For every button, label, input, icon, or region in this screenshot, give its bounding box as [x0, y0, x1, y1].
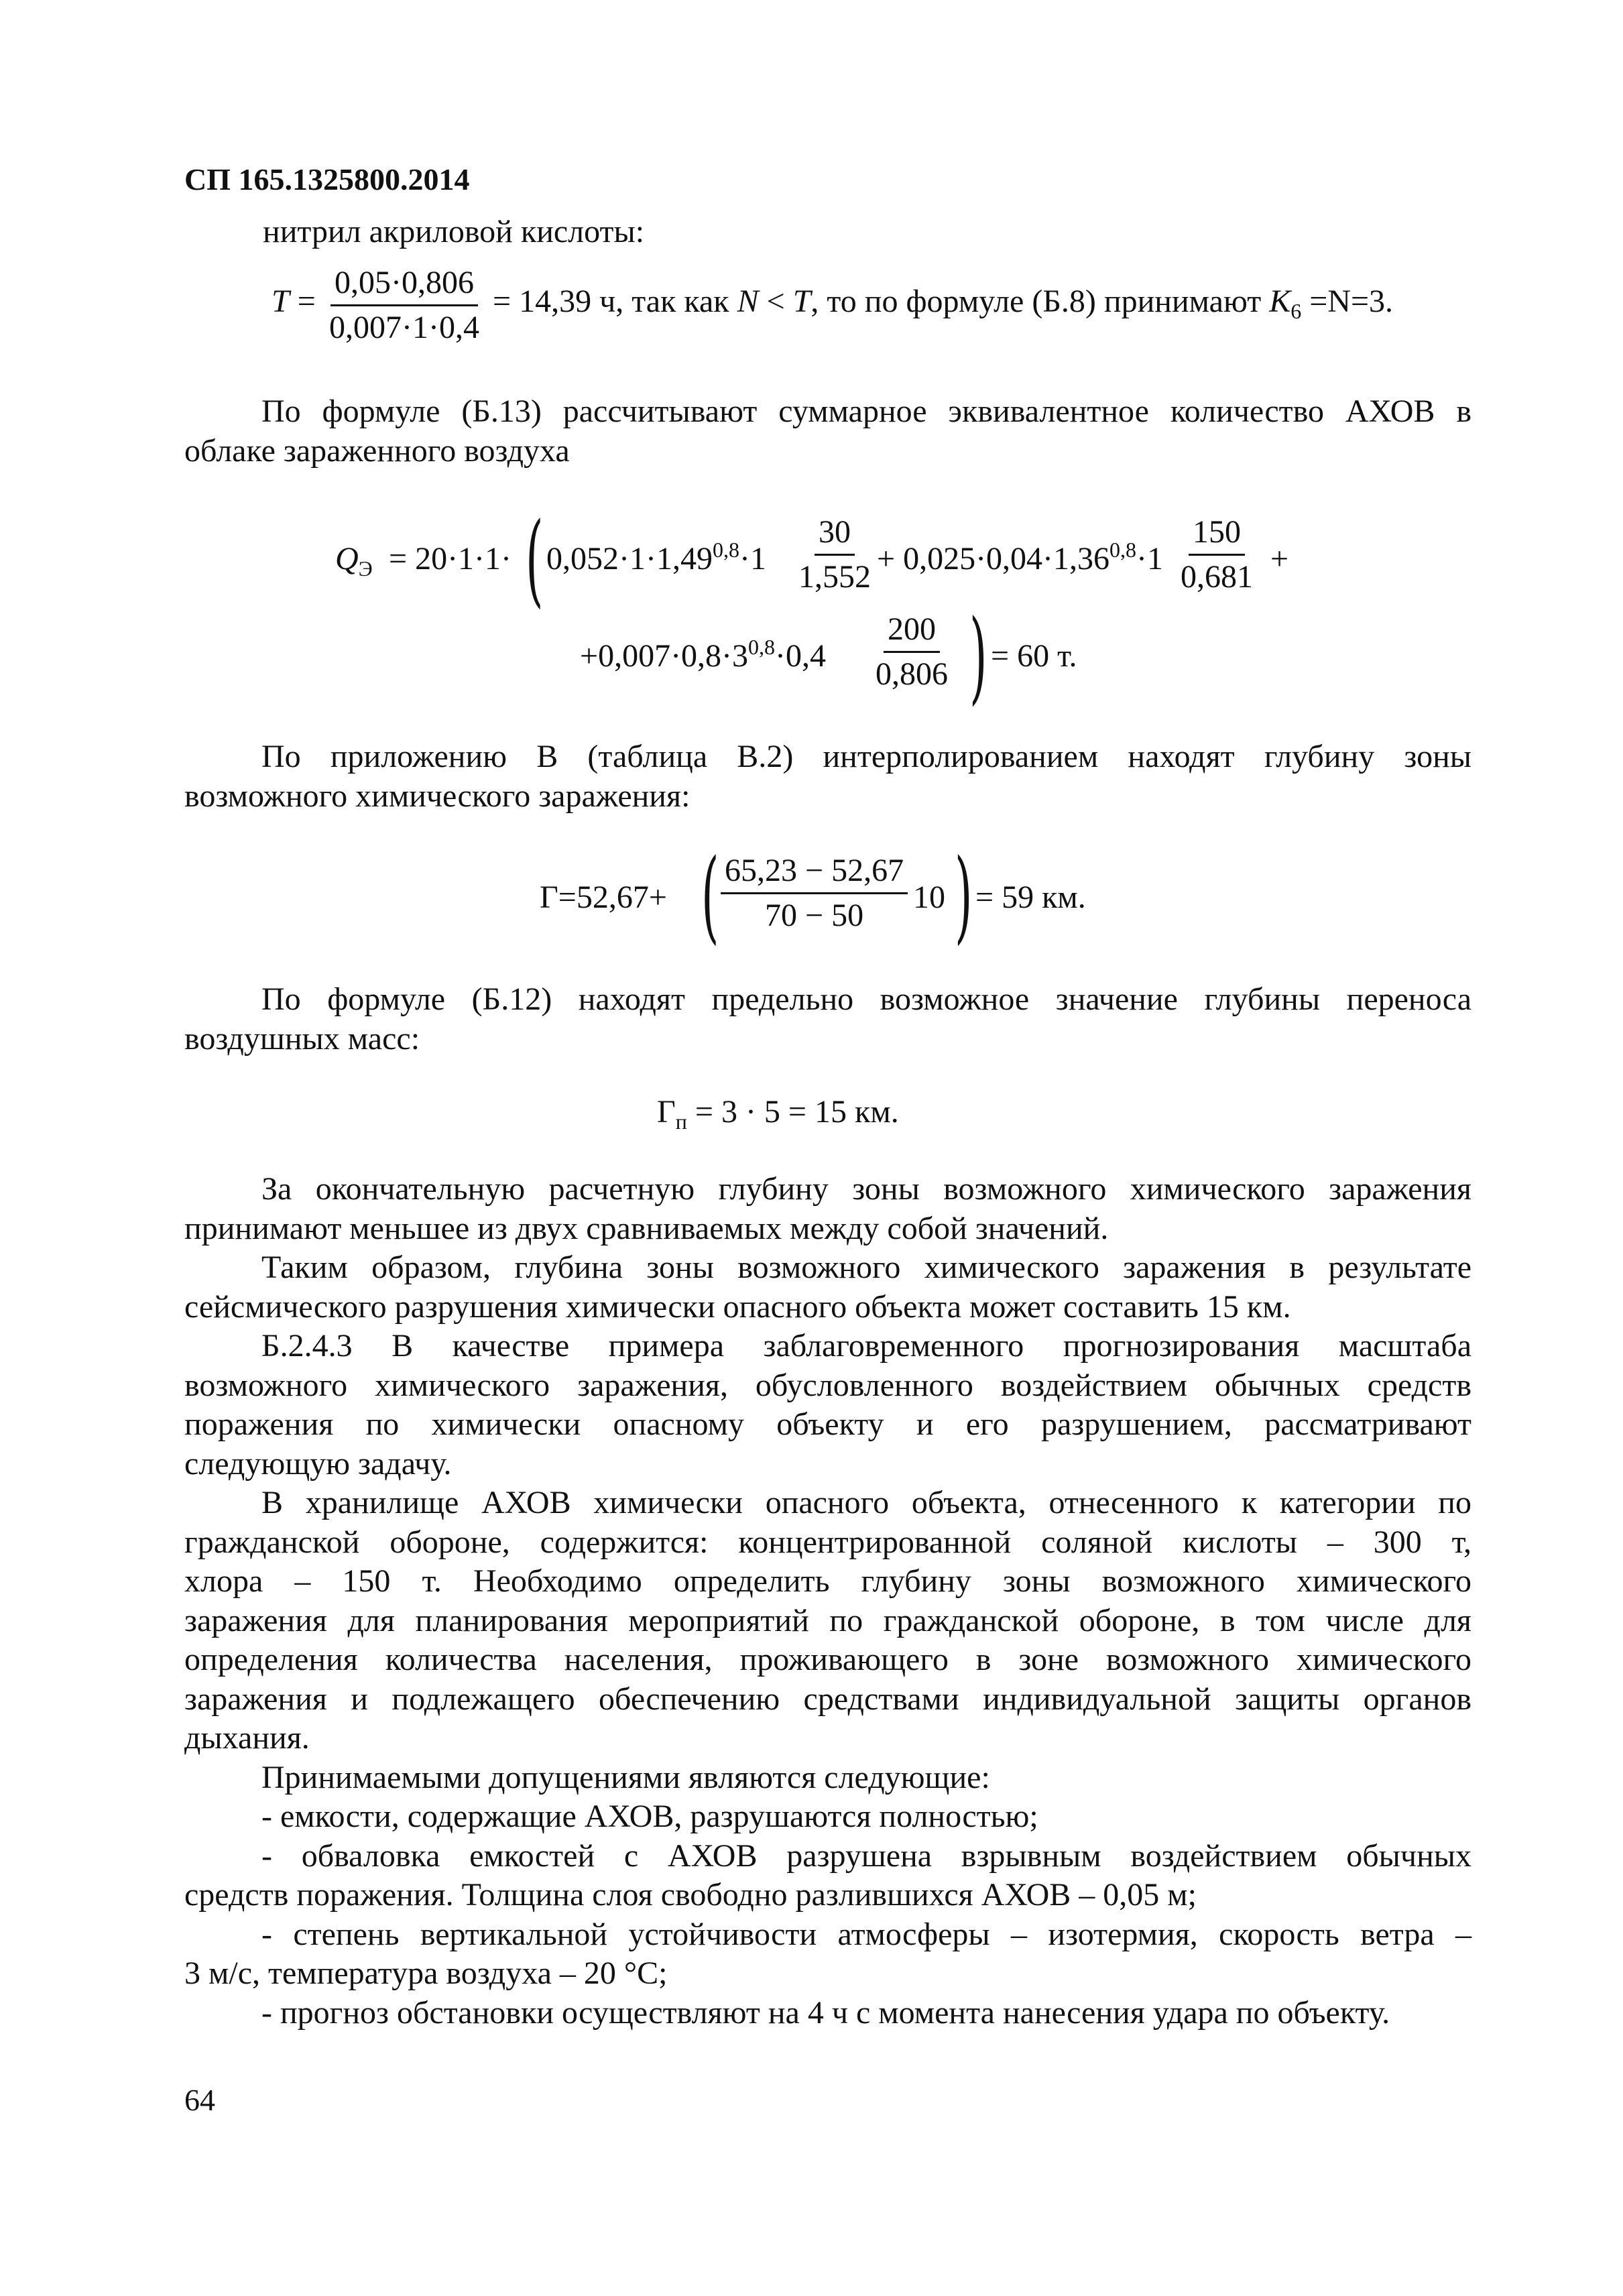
body-line: Таким образом, глубина зоны возможного химического заражения в результате	[261, 1250, 1471, 1285]
body-line: - степень вертикальной устойчивости атмосферы – изотермия, скорость ветра –	[261, 1916, 1471, 1952]
body-line: поражения по химически опасному объекту и его разрушением, рассматривают	[184, 1406, 1471, 1442]
paragraph-b13: По формуле (Б.13) рассчитывают суммарное эквивалентное количество АХОВ в облаке зараженного воздуха	[184, 394, 1471, 469]
body-line: В хранилище АХОВ химически опасного объекта, отнесенного к категории по	[261, 1485, 1471, 1520]
body-line: хлора – 150 т. Необходимо определить глубину зоны возможного химического	[184, 1563, 1471, 1599]
body-line: Б.2.4.3 В качестве примера заблаговременного прогнозирования масштаба	[261, 1328, 1471, 1364]
body-line: заражения для планирования мероприятий по гражданской обороне, в том числе для	[184, 1602, 1471, 1638]
body-line: заражения и подлежащего обеспечению средствами индивидуальной защиты органов	[184, 1681, 1471, 1717]
left-paren: (	[526, 501, 544, 618]
formula-q-fraction-1: $\frac{30}{1,552}$	[798, 514, 871, 595]
paragraph-b12: По формуле (Б.12) находят предельно возможное значение глубины переноса воздушных масс:	[184, 981, 1471, 1056]
page-number: 64	[184, 2083, 215, 2117]
body-line: определения количества населения, проживающего в зоне возможного химического	[184, 1642, 1471, 1677]
body-line: возможного химического заражения, обусловленного воздействием обычных средств	[184, 1367, 1471, 1403]
paragraph-appendix-b: По приложению В (таблица В.2) интерполированием находят глубину зоны возможного химического заражения:	[184, 739, 1471, 814]
formula-g-fraction: $\frac{65,23 - 52,67}{70 - 50}$	[721, 855, 908, 932]
document-code: СП 165.1325800.2014	[184, 162, 470, 196]
formula-q-fraction-3: $\frac{200}{0,806}$	[876, 611, 948, 692]
body-line: принимают меньшее из двух сравниваемых между собой значений.	[184, 1210, 1109, 1246]
formula-gp: $Г_п = 3 \cdot 5 = 15$ км.	[657, 1094, 899, 1134]
right-paren: )	[969, 599, 987, 715]
intro-text: нитрил акриловой кислоты:	[263, 214, 645, 249]
body-line: следующую задачу.	[184, 1445, 452, 1482]
body-line: За окончательную расчетную глубину зоны возможного химического заражения	[261, 1171, 1471, 1207]
body-line: - прогноз обстановки осуществляют на 4 ч с момента нанесения удара по объекту.	[261, 1994, 1390, 2031]
body-line: средств поражения. Толщина слоя свободно разлившихся АХОВ – 0,05 м;	[184, 1877, 1197, 1913]
body-line: 3 м/с, температура воздуха – 20 °С;	[184, 1955, 668, 1991]
body-line: - емкости, содержащие АХОВ, разрушаются полностью;	[261, 1799, 1038, 1834]
body-line: дыхания.	[184, 1720, 310, 1756]
body-line: гражданской обороне, содержится: концентрированной соляной кислоты – 300 т,	[184, 1524, 1471, 1560]
formula-q-fraction-2: $\frac{150}{0,681}$	[1181, 514, 1253, 595]
body-line: сейсмического разрушения химически опасного объекта может составить 15 км.	[184, 1288, 1291, 1325]
body-line: - обваловка емкостей с АХОВ разрушена взрывным воздействием обычных	[261, 1837, 1471, 1874]
formula-t-fraction: $\frac{0,05\cdot 0,806}{0,007\cdot 1\cdot 0,4}$	[329, 265, 479, 345]
body-line: Принимаемыми допущениями являются следующие:	[261, 1759, 990, 1795]
body-text	[184, 1170, 1471, 2033]
